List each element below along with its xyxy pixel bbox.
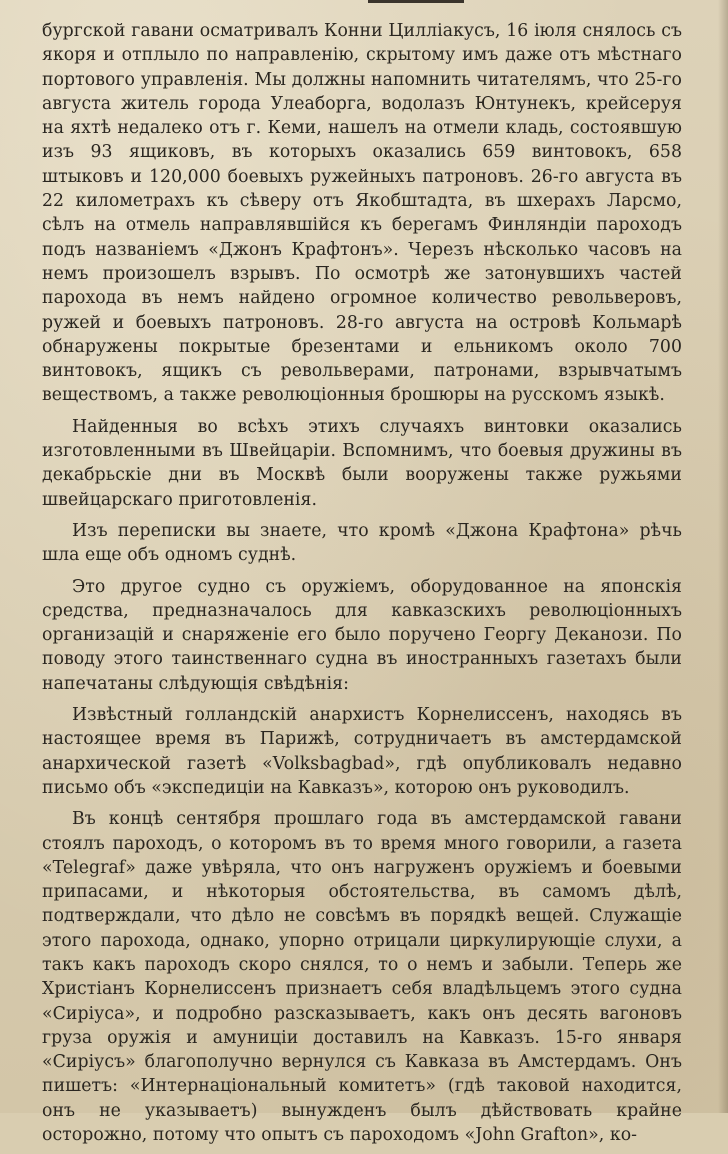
- paragraph-continued: бургской гавани осматривалъ Конни Цилліакусъ, 16 іюля снялось съ якоря и отплыло по направленію, скрытому имъ даже отъ мѣстнаго портового управленія. Мы должны напомнить читателямъ, что 25-го августа житель города Улеаборга, водолазъ Юнтунекъ, крейсеруя на яхтѣ недалеко отъ г. Кеми, нашелъ на отмели кладь, состоявшую изъ 93 ящиковъ, въ которыхъ оказались 659 винтовокъ, 658 штыковъ и 120,000 боевыхъ ружейныхъ патроновъ. 26-го августа въ 22 километрахъ къ сѣверу отъ Якобштадта, въ шхерахъ Ларсмо, сѣлъ на отмель направлявшійся къ берегамъ Финляндіи пароходъ подъ названіемъ «Джонъ Крафтонъ». Черезъ нѣсколько часовъ на немъ произошелъ взрывъ. По осмотрѣ же затонувшихъ частей парохода въ немъ найдено огромное количество револьверовъ, ружей и боевыхъ патроновъ. 28-го августа на островѣ Кольмарѣ обнаружены покрытые брезентами и ельникомъ около 700 винтовокъ, ящикъ съ револьверами, патронами, взрывчатымъ веществомъ, а также революціонныя брошюры на русскомъ языкѣ.: [42, 21, 682, 406]
- header-rule: [368, 0, 464, 3]
- paragraph: Изъ переписки вы знаете, что кромѣ «Джона Крафтона» рѣчь шла еще объ одномъ суднѣ.: [42, 520, 682, 566]
- paragraph: Это другое судно съ оружіемъ, оборудованное на японскія средства, предназначалось для кавказскихъ революціонныхъ организацій и снаряженіе его было поручено Георгу Деканози. По поводу этого таинственнаго судна въ иностранныхъ газетахъ были напечатаны слѣдующія свѣдѣнія:: [42, 576, 682, 694]
- page-edge-shadow: [718, 0, 728, 1113]
- paragraph: Извѣстный голландскій анархистъ Корнелиссенъ, находясь въ настоящее время въ Парижѣ, сотрудничаетъ въ амстердамской анархической газетѣ «Volksbagbad», гдѣ опубликовалъ недавно письмо объ «экспедиціи на Кавказъ», которою онъ руководилъ.: [42, 705, 682, 798]
- paragraph: Въ концѣ сентября прошлаго года въ амстердамской гавани стоялъ пароходъ, о которомъ въ то время много говорили, а газета «Telegraf» даже увѣряла, что онъ нагруженъ оружіемъ и боевыми припасами, и нѣкоторыя обстоятельства, въ самомъ дѣлѣ, подтверждали, что дѣло не совсѣмъ въ порядкѣ вещей. Служащіе этого парохода, однако, упорно отрицали циркулирующіе слухи, а такъ какъ пароходъ скоро снялся, то о немъ и забыли. Теперь же Христіанъ Корнелиссенъ признаетъ себя владѣльцемъ этого судна «Сиріуса», и подробно разсказываетъ, какъ онъ десять вагоновъ груза оружія и амуниціи доставилъ на Кавказъ. 15-го января «Сиріусъ» благополучно вернулся съ Кавказа въ Амстердамъ. Онъ пишетъ: «Интернаціональный комитетъ» (гдѣ таковой находится, онъ не указываетъ) вынужденъ былъ дѣйствовать крайне осторожно, потому что опытъ съ пароходомъ «John Grafton», ко-: [42, 809, 682, 1146]
- paragraph: Найденныя во всѣхъ этихъ случаяхъ винтовки оказались изготовленными въ Швейцаріи. Вспомнимъ, что боевыя дружины въ декабрьскіе дни въ Москвѣ были вооружены также ружьями швейцарскаго приготовленія.: [42, 416, 682, 510]
- body-text: [42, 19, 682, 1154]
